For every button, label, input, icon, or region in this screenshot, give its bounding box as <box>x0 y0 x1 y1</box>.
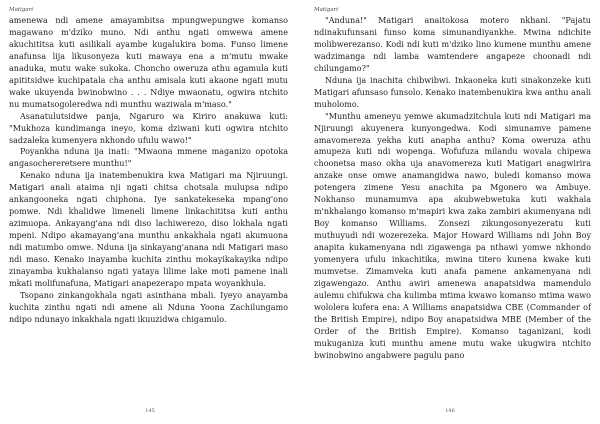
page-number: 146 <box>445 408 455 414</box>
paragraph: Asanatulutsidwe panja, Ngaruro wa Kiriro anakuwa kuti: "Mukhoza kundimanga ineyo, koma dziwani kuti ogwira ntchito sadzaleka kumenyera nkhondo ufulu wawo!" <box>9 111 288 145</box>
running-head: Matigari <box>9 7 34 13</box>
paragraph: amenewa ndi amene amayambitsa mpungwepungwe komanso magawano m'dziko muno. Ndi anthu ngati omwewa amene akuchititsa kuti asilikali ayambe kugalukira boma. Funso limene anafunsa lija likusonyeza kuti mawaya ena a m'mutu mwake anaduka, mutu wake sukoka. Choncho oweruza athu agamula kuti apititsidwe kuchipatala cha anthu amisala kuti akaone ngati mutu wake ukuyenda bwinobwino . . . Ndiye mwaonatu, ogwira ntchito nu mumatsogoleredwa ndi munthu waziwala m'maso." <box>9 16 288 109</box>
page-body <box>9 15 288 326</box>
right-page <box>300 0 600 424</box>
running-head: Matigari <box>314 7 339 13</box>
page-body <box>314 15 591 362</box>
paragraph: Poyankha nduna ija inati: "Mwaona mmene maganizo opotoka angasochereretsere munthu!" <box>9 147 288 169</box>
paragraph: Nduna ija inachita chibwibwi. Inkaoneka kuti sinakonzeke kuti Matigari afunsaso funsolo. Kenako inatembenukira kwa anthu anali muholomo. <box>314 75 591 109</box>
paragraph: "Munthu ameneyu yemwe akumadzitchula kuti ndi Matigari ma Njiruungi akuyenera kunyongedwa. Kodi simunamve pamene amavomereza yekha kuti anapha anthu? Koma oweruza athu amupeza kuti ndi wopenga. Wofufuza milandu wovala chipewa choonetsa maso okha uja anavomereza kuti Matigari anagwirira anzake onse omwe anamangidwa nawo, buledi komanso mowa potengera zimene Yesu anachita pa Mgonero wa Ambuye. Nokhanso munamumva apa akubwebwetuka kuti wakhala m'nkhalango komanso m'mapiri kwa zaka zambiri akumenyana ndi Boy komanso Williams. Zonsezi zikungosonyezeratu kuti muthuyudi ndi wozerezeka. Major Howard Williams ndi John Boy anapita kukamenyana ndi zigawenga pa nthawi yomwe nkhondo yomenyera ufulu inkachitika, mwina titero kunena kwake kuti mumvetse. Zimamveka kuti anafa pamene ankamenyana ndi zigawengazo. Anthu awiri amenewa anapatsidwa mamendulo aulemu chifukwa cha kulimba mtima kwawo komanso mtima wawo wololera kufera ena: A Williams anapatsidwa CBE (Commander of the British Empire), ndipo Boy anapatsidwa MBE (Member of the Order of the British Empire). Komanso taganizani, kodi mukuganiza kuti munthu amene mutu wake ukugwira ntchito bwinobwino angabwere pagulu pano <box>314 111 591 360</box>
page-number: 145 <box>145 408 155 414</box>
paragraph: "Anduna!" Matigari anaitokosa motero nkhani. "Pajatu ndinakufunsani funso koma simunandiyankhe. Mwina ndichite molibwerezanso. Kodi ndi kuti m'dziko lino kumene munthu amene wadzimanga ndi lamba wamtendere angapeze choonadi ndi chilungamo?" <box>314 16 591 73</box>
paragraph: Tsopano zinkangokhala ngati asinthana mbali. Iyeyo anayamba kuchita zinthu ngati ndi amene ali Nduna Yoona Zachilungamo ndipo ndunayo inkakhala ngati ikuuzidwa chigamulo. <box>9 290 288 324</box>
paragraph: Kenako nduna ija inatembenukira kwa Matigari ma Njiruungi. Matigari anali ataima nji ngati chitsa chotsala mulupsa ndipo ankangooneka ngati chiphona. Iye sankatekeseka mpang'ono pomwe. Ndi khalidwe limeneli limene linkachititsa kuti anthu azimuopa. Ankayang'ana ndi diso lachiwerezo, diso lokhala ngati mpeni. Ndipo akamayang'ana munthu ankakhala ngati akumuona ndi matumbo omwe. Nduna ija sinkayang'anana ndi Matigari maso ndi maso. Kenako inayamba kuchita zinthu mokayikakayika ndipo zinayamba kukhalanso ngati yataya lilime lake moti pamene inali mkati molifunafuna, Matigari anapezerapo mpata woyankhula. <box>9 171 288 288</box>
